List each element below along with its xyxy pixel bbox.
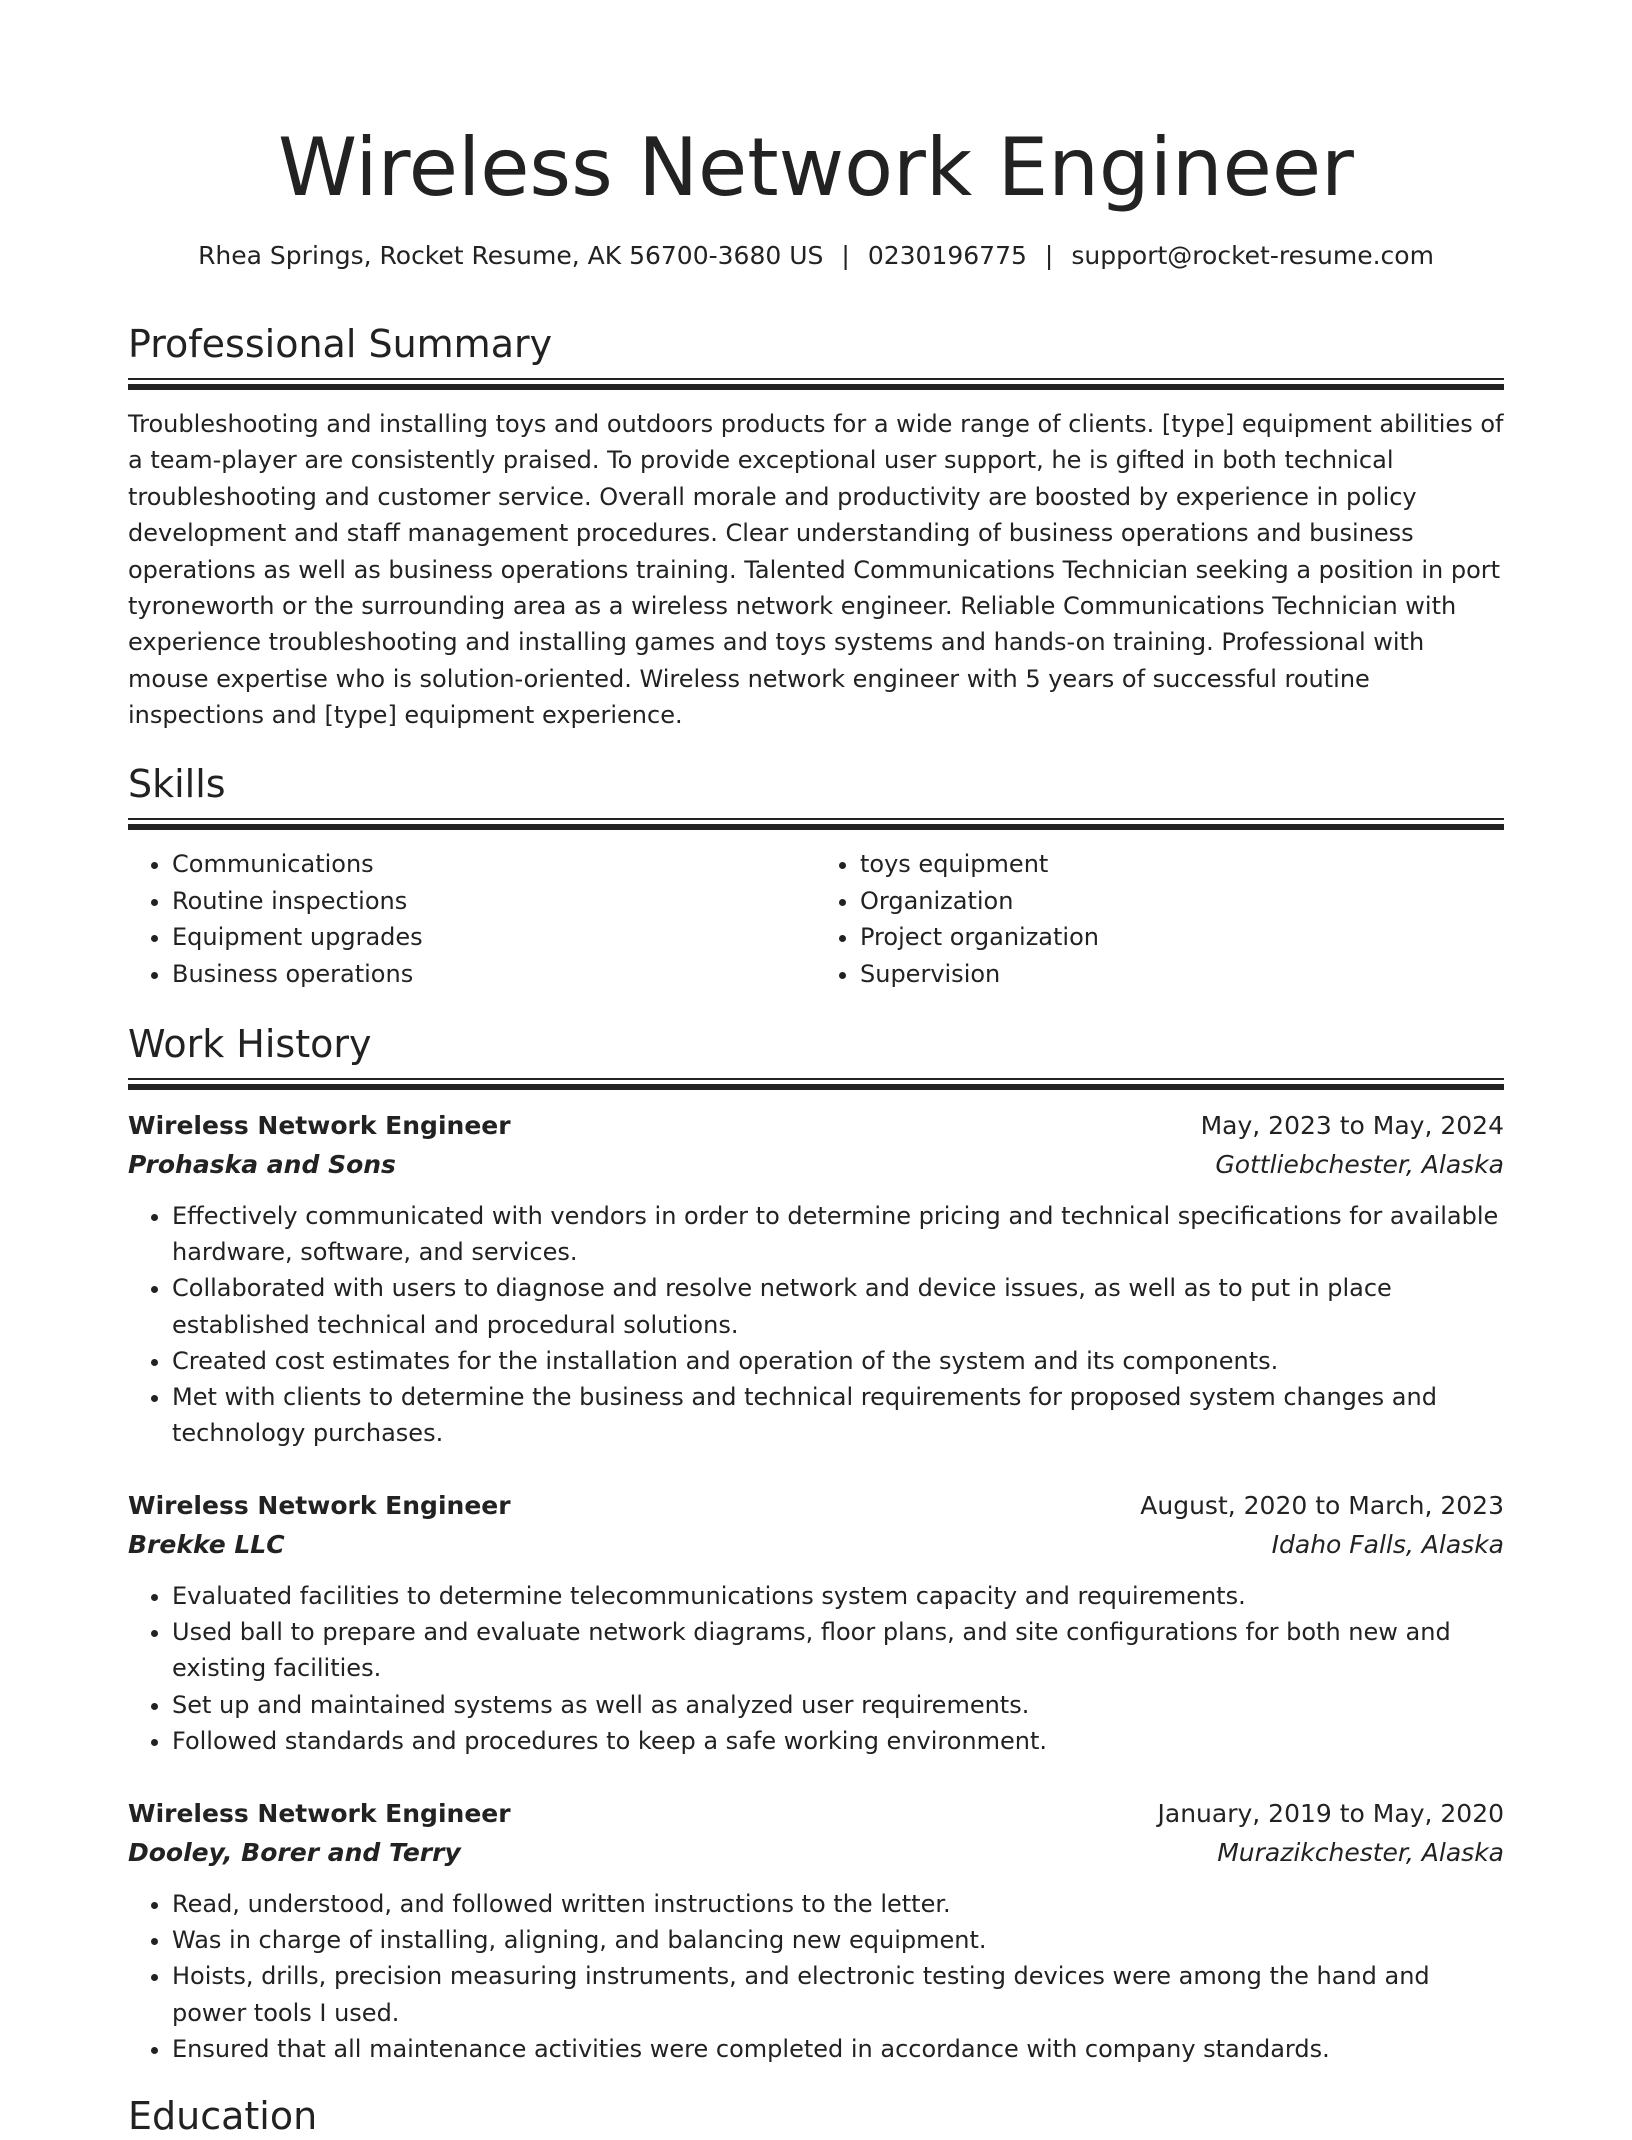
skill-item: • Routine inspections [172,883,816,920]
education-heading: Education [128,2094,318,2138]
summary-text: Troubleshooting and installing toys and outdoors products for a wide range of clients. [type] equipment abilities of a team-player are consistently praised. To provide exceptional user support, he is gifted in both technical troubleshooting and customer service. Overall morale and productivity are boosted by experience in policy development and staff management procedures. Clear understanding of business operations and business operations as well as business operations training. Talented Communications Technician seeking a position in port tyroneworth or the surrounding area as a wireless network engineer. Reliable Communications Technician with experience troubleshooting and installing games and toys systems and hands-on training. Professional with mouse expertise who is solution-oriented. Wireless network engineer with 5 years of successful routine inspections and [type] equipment experience. [128,410,1504,730]
job-bullet: • Used ball to prepare and evaluate network diagrams, floor plans, and site configurations for both new and existing facilities. [172,1614,1504,1686]
work-history-heading: Work History [128,1022,372,1066]
skill-item: • toys equipment [860,846,1504,883]
job-title: Wireless Network Engineer [128,1111,511,1140]
skills-divider [128,818,1504,830]
job-title: Wireless Network Engineer [128,1799,511,1828]
skills-heading: Skills [128,762,226,806]
job-bullet: • Read, understood, and followed written instructions to the letter. [172,1886,1504,1922]
job-bullet: • Effectively communicated with vendors in order to determine pricing and technical specifications for available hardware, software, and services. [172,1198,1504,1270]
summary-heading: Professional Summary [128,322,553,366]
job-bullets [128,1578,1504,1759]
job-bullet: • Set up and maintained systems as well as analyzed user requirements. [172,1687,1504,1723]
job-bullet: • Followed standards and procedures to keep a safe working environment. [172,1723,1504,1759]
contact-line [128,238,1504,274]
skill-item: • Supervision [860,956,1504,993]
work-history-divider [128,1078,1504,1090]
job-location: Murazikchester, Alaska [1217,1838,1504,1867]
job-bullet: • Collaborated with users to diagnose and resolve network and device issues, as well as to put in place established technical and procedural solutions. [172,1270,1504,1342]
job-entry [128,1486,1504,1759]
job-entry [128,1794,1504,2067]
job-bullet: • Hoists, drills, precision measuring instruments, and electronic testing devices were among the hand and power tools I used. [172,1958,1504,2030]
summary-divider [128,378,1504,390]
skill-item: • Project organization [860,919,1504,956]
job-bullets [128,1886,1504,2067]
job-location: Idaho Falls, Alaska [1271,1530,1504,1559]
skills-column-right [816,846,1504,992]
job-dates: May, 2023 to May, 2024 [1200,1111,1504,1140]
job-company: Prohaska and Sons [128,1150,396,1179]
job-bullet: • Evaluated facilities to determine telecommunications system capacity and requirements. [172,1578,1504,1614]
skill-item: • Organization [860,883,1504,920]
job-company: Brekke LLC [128,1530,285,1559]
job-bullet: • Met with clients to determine the business and technical requirements for proposed system changes and technology purchases. [172,1379,1504,1451]
job-company: Dooley, Borer and Terry [128,1838,461,1867]
contact-email: support@rocket-resume.com [1071,241,1434,270]
job-bullets [128,1198,1504,1451]
skills-list [128,846,1504,992]
contact-address: Rhea Springs, Rocket Resume, AK 56700-3680 US [198,241,824,270]
job-bullet: • Ensured that all maintenance activities were completed in accordance with company standards. [172,2031,1504,2067]
job-bullet: • Created cost estimates for the installation and operation of the system and its components. [172,1343,1504,1379]
job-dates: January, 2019 to May, 2020 [1157,1799,1504,1828]
skill-item: • Equipment upgrades [172,919,816,956]
skills-column-left [128,846,816,992]
job-entry [128,1106,1504,1451]
contact-separator: | [1044,241,1054,270]
contact-separator: | [841,241,850,270]
contact-phone: 0230196775 [867,241,1027,270]
skill-item: • Business operations [172,956,816,993]
job-bullet: • Was in charge of installing, aligning, and balancing new equipment. [172,1922,1504,1958]
job-dates: August, 2020 to March, 2023 [1140,1491,1504,1520]
candidate-name: Wireless Network Engineer [278,121,1354,214]
job-location: Gottliebchester, Alaska [1215,1150,1504,1179]
skill-item: • Communications [172,846,816,883]
job-title: Wireless Network Engineer [128,1491,511,1520]
